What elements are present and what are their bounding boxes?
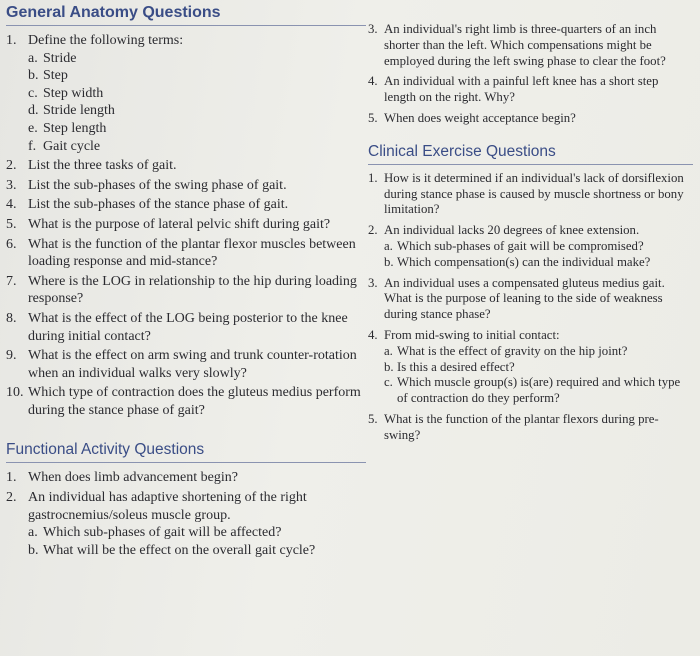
general-question-2: [6, 157, 366, 175]
term-text: Stride length: [43, 103, 115, 119]
general-anatomy-heading: General Anatomy Questions: [6, 4, 366, 26]
general-question-5: [6, 216, 366, 234]
question-text: List the sub-phases of the stance phase of gait.: [28, 197, 289, 213]
term-letter: e.: [28, 120, 38, 136]
sub-question: [28, 524, 366, 542]
sub-question-text: Which compensation(s) can the individual make?: [397, 254, 651, 269]
question-number: 6.: [6, 236, 17, 252]
clinical-question-2: [368, 223, 693, 239]
clinical-question-1: [368, 171, 693, 218]
sub-question-letter: a.: [28, 525, 38, 541]
question-text: An individual uses a compensated gluteus medius gait. What is the purpose of leaning to the side of weakness during stance phase?: [384, 275, 665, 322]
term-item: [28, 102, 366, 120]
general-question-9: [6, 347, 366, 382]
term-item: [28, 120, 366, 138]
question-number: 2.: [6, 490, 17, 506]
sub-question-letter: b.: [28, 542, 39, 558]
question-number: 1.: [6, 33, 17, 48]
term-item: [28, 67, 366, 85]
question-number: 5.: [368, 411, 378, 426]
sub-question-letter: a.: [384, 343, 393, 358]
sub-question-letter: b.: [384, 359, 394, 374]
term-item: [28, 138, 366, 156]
term-letter: f.: [28, 138, 37, 154]
question-text: When does limb advancement begin?: [28, 470, 238, 486]
question-number: 10.: [6, 385, 24, 401]
sub-question-letter: b.: [384, 254, 394, 269]
sub-question-text: Which sub-phases of gait will be affected?: [43, 525, 282, 541]
sub-question: [28, 542, 366, 560]
question-number: 4.: [368, 327, 378, 342]
question-text: Where is the LOG in relationship to the hip during loading response?: [28, 273, 357, 307]
clinical-question-5: [368, 412, 693, 444]
question-text: What is the effect of the LOG being posterior to the knee during initial contact?: [28, 310, 348, 344]
question-text: How is it determined if an individual's lack of dorsiflexion during stance phase is caused by muscle shortness or bony limitation?: [384, 170, 684, 217]
question-text: Which type of contraction does the gluteus medius perform during the stance phase of gait?: [28, 385, 361, 418]
term-letter: a.: [28, 50, 38, 66]
question-text: List the sub-phases of the swing phase of gait.: [28, 177, 287, 193]
sub-question: [384, 255, 693, 271]
term-text: Step width: [43, 85, 104, 101]
question-number: 2.: [6, 158, 17, 174]
question-number: 3.: [368, 275, 378, 290]
question-number: 5.: [368, 110, 378, 125]
sub-question-text: Which sub-phases of gait will be compromised?: [397, 238, 644, 253]
question-number: 1.: [6, 470, 17, 486]
question-number: 3.: [6, 177, 17, 193]
term-text: Stride: [43, 50, 77, 66]
question-number: 9.: [6, 348, 17, 364]
clinical-question-4: [368, 328, 693, 344]
clinical-exercise-heading: Clinical Exercise Questions: [368, 143, 693, 165]
functional-activity-heading: Functional Activity Questions: [6, 441, 366, 463]
general-question-1: [6, 32, 366, 50]
sub-question-letter: c.: [384, 375, 393, 390]
sub-question: [384, 375, 693, 407]
question-number: 3.: [368, 22, 378, 36]
question-text: List the three tasks of gait.: [28, 158, 177, 174]
term-letter: d.: [28, 103, 39, 119]
question-number: 8.: [6, 310, 17, 326]
sub-question-letter: a.: [384, 238, 393, 253]
sub-question: [384, 239, 693, 255]
sub-question: [384, 344, 693, 360]
general-question-4: [6, 196, 366, 214]
sub-question-text: Is this a desired effect?: [397, 359, 515, 374]
functional-question-2: [6, 489, 366, 524]
term-text: Step: [43, 68, 68, 84]
term-text: Step length: [43, 120, 107, 136]
question-text: An individual has adaptive shortening of the right gastrocnemius/soleus muscle group.: [28, 490, 307, 523]
question-number: 2.: [368, 223, 378, 238]
general-question-r4: [368, 74, 693, 106]
question-number: 7.: [6, 273, 17, 289]
question-text: What is the effect on arm swing and trunk counter-rotation when an individual walks very slowly?: [28, 348, 357, 381]
term-letter: c.: [28, 85, 38, 101]
sub-question: [384, 360, 693, 376]
question-number: 5.: [6, 216, 17, 232]
left-column: [6, 4, 366, 559]
question-text: When does weight acceptance begin?: [384, 110, 576, 125]
term-item: [28, 50, 366, 68]
question-text: What is the function of the plantar flexor muscles between loading response and mid-stance?: [28, 236, 356, 270]
question-text: Define the following terms:: [28, 33, 184, 48]
right-column: [368, 22, 693, 444]
general-question-7: [6, 273, 366, 308]
sub-question-text: What will be the effect on the overall gait cycle?: [43, 542, 316, 558]
general-question-8: [6, 310, 366, 345]
question-number: 4.: [6, 197, 17, 213]
question-text: From mid-swing to initial contact:: [384, 327, 560, 342]
question-number: 1.: [368, 170, 378, 185]
question-number: 4.: [368, 74, 378, 89]
general-question-6: [6, 236, 366, 271]
question-text: An individual with a painful left knee has a short step length on the right. Why?: [384, 74, 659, 105]
general-question-r5: [368, 111, 693, 127]
term-item: [28, 85, 366, 103]
sub-question-text: Which muscle group(s) is(are) required and which type of contraction do they perform?: [397, 375, 681, 406]
functional-question-1: [6, 469, 366, 487]
term-letter: b.: [28, 68, 39, 84]
sub-question-text: What is the effect of gravity on the hip joint?: [397, 343, 628, 358]
term-text: Gait cycle: [43, 138, 101, 154]
question-text: An individual's right limb is three-quarters of an inch shorter than the left. Which compensations might be employed during the left swing phase to clear the foot?: [384, 22, 666, 68]
general-question-3: [6, 177, 366, 195]
clinical-question-3: [368, 276, 693, 323]
question-text: An individual lacks 20 degrees of knee extension.: [384, 223, 640, 238]
question-text: What is the purpose of lateral pelvic shift during gait?: [28, 216, 331, 232]
general-question-10: [6, 384, 366, 419]
question-text: What is the function of the plantar flexors during pre-swing?: [384, 411, 659, 442]
general-question-r3: [368, 22, 693, 69]
